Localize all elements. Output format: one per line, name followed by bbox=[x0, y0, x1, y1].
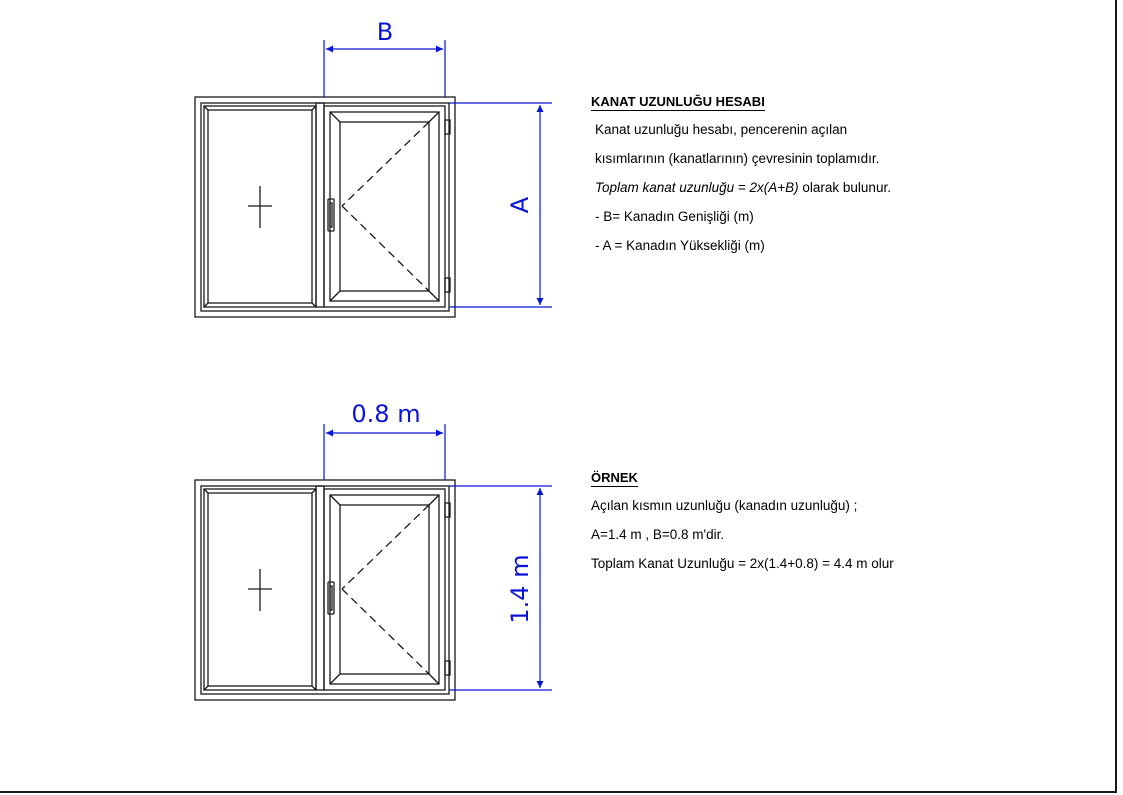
dimension-label-a: A bbox=[506, 196, 534, 214]
dimension-label-width-value: 0.8 m bbox=[351, 400, 421, 428]
fixed-pane bbox=[204, 106, 316, 307]
example-line-2: A=1.4 m , B=0.8 m'dir. bbox=[591, 527, 725, 542]
mullion bbox=[316, 486, 324, 690]
formula-line-1: Kanat uzunluğu hesabı, pencerenin açılan bbox=[595, 122, 848, 137]
handle-icon bbox=[328, 582, 334, 614]
opening-line-top bbox=[342, 122, 429, 206]
dimension-label-b: B bbox=[376, 18, 394, 46]
sash-top bbox=[324, 106, 445, 307]
handle-icon bbox=[328, 199, 334, 231]
sash-bottom bbox=[324, 489, 445, 690]
handle-grip bbox=[330, 586, 332, 610]
fixed-pane bbox=[204, 489, 316, 690]
example-line-1: Açılan kısmın uzunluğu (kanadın uzunluğu) ; bbox=[591, 498, 858, 513]
window-bottom bbox=[195, 480, 455, 700]
dimension-bottom-height bbox=[449, 486, 552, 690]
formula-line-3 bbox=[591, 179, 891, 208]
window-top bbox=[195, 97, 455, 317]
formula-expression: Toplam kanat uzunluğu = 2x(A+B) bbox=[595, 180, 799, 195]
formula-panel bbox=[591, 94, 891, 266]
handle-grip bbox=[330, 203, 332, 227]
example-title: ÖRNEK bbox=[591, 470, 638, 485]
mullion bbox=[316, 103, 324, 307]
formula-line-3-rest: olarak bulunur. bbox=[798, 180, 891, 195]
formula-title: KANAT UZUNLUĞU HESABI bbox=[591, 94, 765, 109]
formula-line-a: - A = Kanadın Yüksekliği (m) bbox=[595, 238, 765, 253]
example-panel bbox=[591, 470, 894, 584]
dimension-bottom-width bbox=[324, 424, 445, 480]
formula-line-b: - B= Kanadın Genişliği (m) bbox=[595, 209, 754, 224]
formula-line-2: kısımlarının (kanatlarının) çevresinin toplamıdır. bbox=[595, 151, 880, 166]
opening-line-top bbox=[342, 505, 429, 589]
dimension-top-width bbox=[324, 40, 445, 97]
dimension-label-height-value: 1.4 m bbox=[506, 554, 534, 624]
example-line-3: Toplam Kanat Uzunluğu = 2x(1.4+0.8) = 4.4 m olur bbox=[591, 556, 894, 571]
opening-line-bottom bbox=[342, 589, 429, 674]
dimension-top-height bbox=[449, 103, 552, 307]
opening-line-bottom bbox=[342, 206, 429, 291]
